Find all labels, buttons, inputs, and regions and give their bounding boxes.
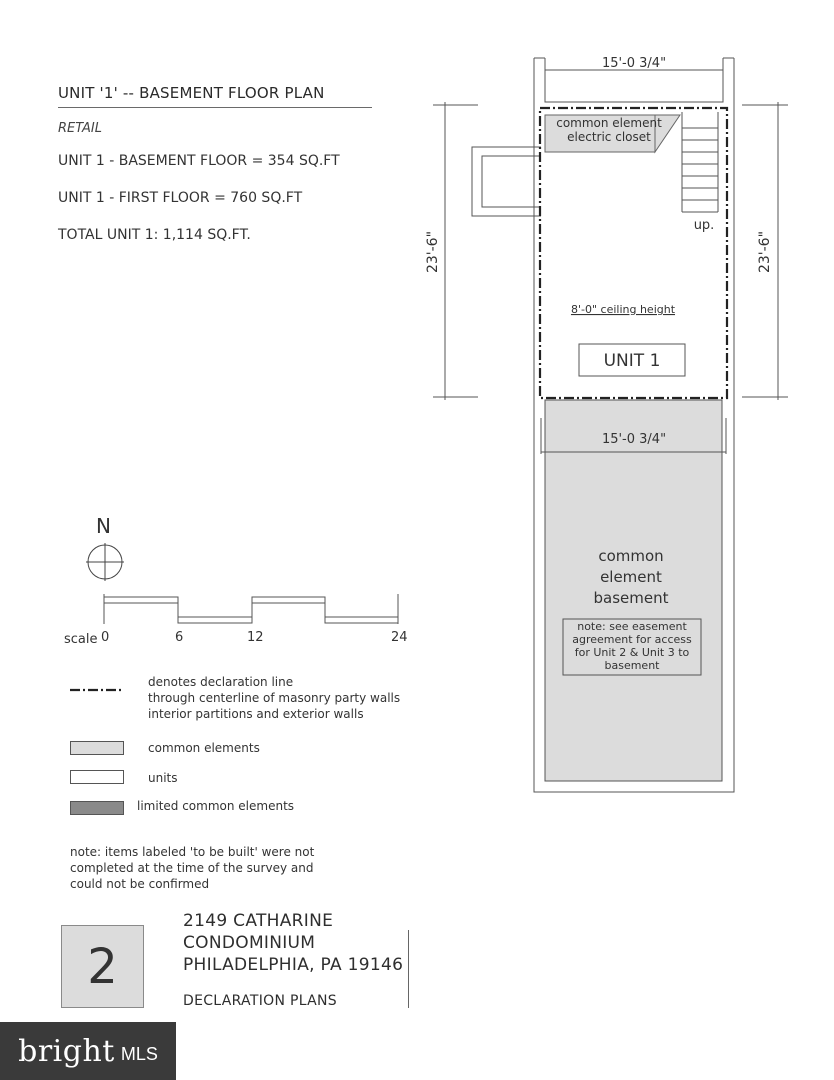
declaration-plans-label: DECLARATION PLANS	[183, 993, 337, 1009]
survey-note	[70, 844, 314, 892]
closet-label-line1: common element	[556, 116, 662, 130]
watermark-brand: bright	[18, 1033, 115, 1069]
scale-bar	[104, 594, 398, 624]
north-arrow-icon	[86, 543, 124, 581]
front-vault-outline	[472, 147, 541, 216]
unit-label: UNIT 1	[603, 351, 661, 371]
area-first-floor: UNIT 1 - FIRST FLOOR = 760 SQ.FT	[58, 190, 303, 206]
basement-label-line2: element	[600, 568, 662, 586]
basement-label-line1: common	[598, 547, 664, 565]
closet-label-line2: electric closet	[567, 130, 651, 144]
survey-note-line2: completed at the time of the survey and	[70, 861, 314, 875]
address-line2: CONDOMINIUM	[183, 933, 316, 953]
basement-label-line3: basement	[593, 589, 669, 607]
scale-label: scale	[64, 632, 98, 647]
declaration-line-text-2: through centerline of masonry party walls	[148, 691, 401, 705]
title-block-divider	[408, 930, 409, 1008]
common-elements-swatch	[70, 741, 124, 755]
address-line1: 2149 CATHARINE	[183, 911, 334, 931]
north-label: N	[96, 514, 111, 538]
units-label: units	[148, 771, 178, 785]
top-width-label: 15'-0 3/4"	[601, 56, 667, 71]
scale-tick-0: 0	[101, 630, 110, 645]
plan-subtitle: RETAIL	[58, 121, 102, 136]
scale-tick-6: 6	[175, 630, 184, 645]
declaration-line-text-3: interior partitions and exterior walls	[148, 707, 364, 721]
limited-common-elements-label: limited common elements	[137, 799, 295, 813]
easement-note-line3: for Unit 2 & Unit 3 to	[574, 646, 690, 659]
scale-tick-24: 24	[391, 630, 408, 645]
ceiling-height-label: 8'-0" ceiling height	[570, 303, 676, 316]
area-total: TOTAL UNIT 1: 1,114 SQ.FT.	[58, 227, 251, 243]
stair-up-label: up.	[693, 218, 715, 233]
units-swatch	[70, 770, 124, 784]
declaration-line-legend	[148, 674, 400, 722]
declaration-line-text-1: denotes declaration line	[148, 675, 294, 689]
limited-common-elements-swatch	[70, 801, 124, 815]
watermark-suffix: MLS	[120, 1043, 158, 1064]
bright-mls-logo	[0, 1022, 176, 1080]
address-line3: PHILADELPHIA, PA 19146	[183, 955, 404, 975]
common-elements-label: common elements	[148, 741, 260, 755]
easement-note-line2: agreement for access	[572, 633, 692, 646]
mid-width-label: 15'-0 3/4"	[601, 432, 667, 447]
area-basement-floor: UNIT 1 - BASEMENT FLOOR = 354 SQ.FT	[58, 153, 340, 169]
scale-tick-12: 12	[247, 630, 264, 645]
right-height-label: 23'-6"	[757, 230, 773, 274]
plan-title: UNIT '1' -- BASEMENT FLOOR PLAN	[58, 84, 325, 102]
easement-note-line4: basement	[604, 659, 660, 672]
easement-note-line1: note: see easement	[577, 620, 687, 633]
stairs	[682, 112, 718, 212]
sheet-number: 2	[61, 925, 144, 1008]
survey-note-line3: could not be confirmed	[70, 877, 210, 891]
survey-note-line1: note: items labeled 'to be built' were not	[70, 845, 315, 859]
left-height-label: 23'-6"	[425, 230, 441, 274]
